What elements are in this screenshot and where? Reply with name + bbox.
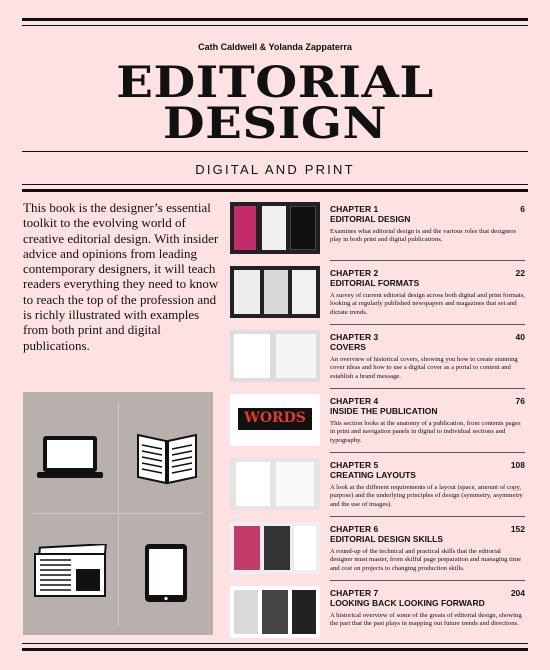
- chapter-divider: [330, 388, 525, 389]
- device-icon-panel: [23, 392, 213, 635]
- chapter-5-page: 108: [510, 460, 525, 470]
- title-line-2: DESIGN: [162, 99, 388, 149]
- book-blurb: This book is the designer’s essential toolkit to the evolving world of creative editorial design. With insider advice and opinions from leading contemporary designers, it will teach readers everything they need to know to reach the top of the profession and is richly illustrated with examples from both print and digital publications.: [23, 200, 219, 353]
- subtitle: DIGITAL AND PRINT: [195, 162, 355, 177]
- tablet-icon: [143, 542, 189, 604]
- newspaper-icon: [31, 544, 109, 600]
- chapter-divider: [330, 452, 525, 453]
- bottom-rule-thick: [22, 648, 528, 651]
- chapter-4-thumbnail: [230, 394, 320, 446]
- chapter-7-title: LOOKING BACK LOOKING FORWARD: [330, 598, 485, 608]
- chapter-4-title: INSIDE THE PUBLICATION: [330, 406, 438, 416]
- chapter-4-page: 76: [515, 396, 525, 406]
- chapter-2-title: EDITORIAL FORMATS: [330, 278, 420, 288]
- bottom-rule-thin: [22, 643, 528, 644]
- chapter-3-title: COVERS: [330, 342, 366, 352]
- authors: Cath Caldwell & Yolanda Zappaterra: [198, 42, 352, 52]
- chapter-4-label: CHAPTER 4: [330, 396, 379, 406]
- chapter-divider: [330, 260, 525, 261]
- chapter-3-label: CHAPTER 3: [330, 332, 379, 342]
- chapter-5-title: CREATING LAYOUTS: [330, 470, 416, 480]
- chapter-3: [230, 328, 525, 391]
- chapter-3-page: 40: [515, 332, 525, 342]
- chapter-1-description: Examines what editorial design is and the various roles that designers play in both print and digital publications.: [330, 228, 517, 244]
- chapter-6-label: CHAPTER 6: [330, 524, 379, 534]
- chapter-7: [230, 584, 525, 647]
- chapter-2-description: A survey of current editorial design across both digital and print formats, looking at regularly published newspapers and magazines that set and dictate trends.: [330, 292, 526, 316]
- chapter-1-label: CHAPTER 1: [330, 204, 379, 214]
- subtitle-rule-top: [22, 151, 528, 152]
- chapter-4-thumb-text: WORDS: [244, 410, 306, 426]
- panel-divider-horizontal: [33, 513, 203, 514]
- chapter-1: [230, 200, 525, 263]
- chapter-2-page: 22: [515, 268, 525, 278]
- top-rule-thick: [22, 18, 528, 21]
- laptop-icon: [35, 432, 105, 482]
- chapter-1-page: 6: [520, 204, 525, 214]
- mid-rule-thick: [22, 189, 528, 192]
- chapter-6-description: A round-up of the technical and practical skills that the editorial designer must master, from skilful page preparation and managing time and cost on projects to changing production skills.: [330, 548, 522, 572]
- chapter-5-label: CHAPTER 5: [330, 460, 379, 470]
- title-line-1: EDITORIAL: [116, 58, 434, 108]
- chapter-2-label: CHAPTER 2: [330, 268, 379, 278]
- chapter-3-thumbnail: [230, 330, 320, 382]
- mid-rule-thin: [22, 184, 528, 185]
- chapter-6-title: EDITORIAL DESIGN SKILLS: [330, 534, 444, 544]
- chapter-5-description: A look at the different requirements of a layout (space, amount of copy, purpose) and the underlying principles of design (symmetry, asymmetry and the use of images).: [330, 484, 523, 508]
- chapter-7-description: A historical overview of some of the greats of editorial design, showing the part that the past plays in mapping out future trends and directions.: [330, 612, 522, 628]
- top-rule-thin: [22, 25, 528, 26]
- chapter-7-page: 204: [510, 588, 525, 598]
- chapter-5: [230, 456, 525, 519]
- chapter-2-thumbnail: [230, 266, 320, 318]
- chapter-4: [230, 392, 525, 455]
- open-magazine-icon: [136, 427, 198, 487]
- chapter-divider: [330, 516, 525, 517]
- chapter-6-thumbnail: [230, 522, 320, 574]
- chapter-1-title: EDITORIAL DESIGN: [330, 214, 411, 224]
- chapter-5-thumbnail: [230, 458, 320, 510]
- chapter-4-description: This section looks at the anatomy of a publication, from contents pages in print and navigation panels in digital to individual sections and typography.: [330, 420, 521, 444]
- chapter-2: [230, 264, 525, 327]
- chapter-divider: [330, 580, 525, 581]
- chapter-3-description: An overview of historical covers, showing you how to create stunning cover ideas and how to use a digital cover as a portal to content and establish a brand message.: [330, 356, 518, 380]
- chapter-6: [230, 520, 525, 583]
- chapter-7-thumbnail: [230, 586, 320, 638]
- chapter-divider: [330, 324, 525, 325]
- chapter-1-thumbnail: [230, 202, 320, 254]
- chapter-7-label: CHAPTER 7: [330, 588, 379, 598]
- chapter-6-page: 152: [510, 524, 525, 534]
